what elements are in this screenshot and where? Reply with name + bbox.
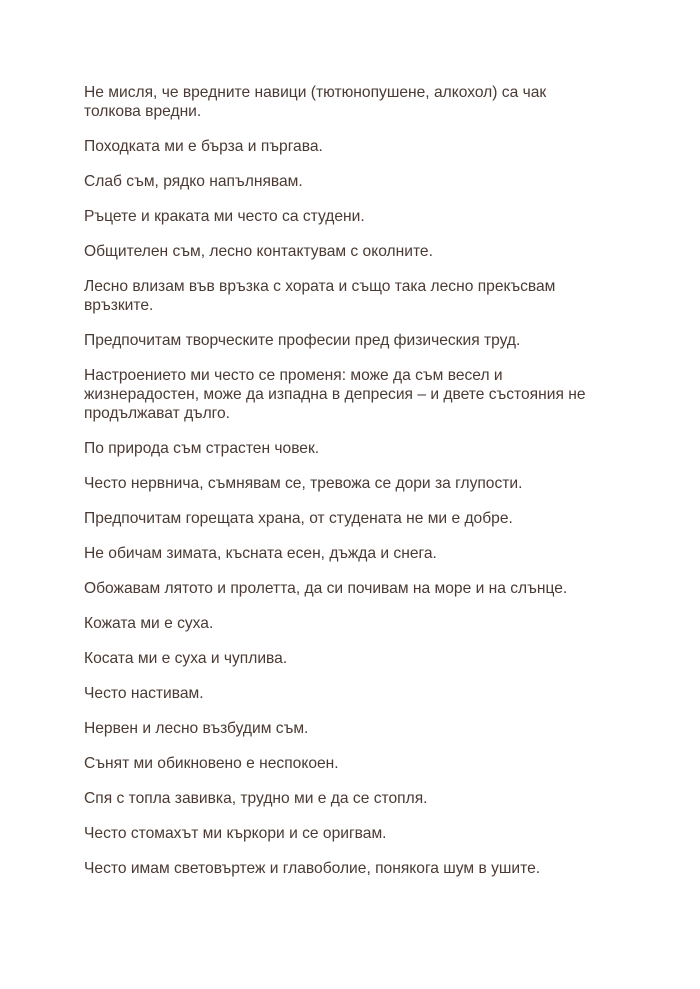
statement-item: Често настивам. xyxy=(84,685,204,702)
statement-item: Косата ми е суха и чуплива. xyxy=(84,650,288,667)
statement-item: Често стомахът ми къркори и се оригвам. xyxy=(84,825,387,842)
statement-item: Предпочитам творческите професии пред физическия труд. xyxy=(84,332,521,349)
statement-item: Кожата ми е суха. xyxy=(84,615,214,632)
statement-item: Предпочитам горещата храна, от студената не ми е добре. xyxy=(84,510,513,527)
statement-item: Лесно влизам във връзка с хората и също така лесно прекъсвам връзките. xyxy=(84,278,556,314)
statement-item: Походката ми е бърза и пъргава. xyxy=(84,138,323,155)
statement-item: Обожавам лятото и пролетта, да си почивам на море и на слънце. xyxy=(84,580,568,597)
statement-item: Спя с топла завивка, трудно ми е да се стопля. xyxy=(84,790,428,807)
statement-item: Често имам световъртеж и главоболие, понякога шум в ушите. xyxy=(84,860,541,877)
statement-item: Нервен и лесно възбудим съм. xyxy=(84,720,309,737)
statement-item: Ръцете и краката ми често са студени. xyxy=(84,208,365,225)
statement-item: Сънят ми обикновено е неспокоен. xyxy=(84,755,339,772)
statement-item: Настроението ми често се променя: може да съм весел и жизнерадостен, може да изпадна в депресия – и двете състояния не продължават дълго. xyxy=(84,367,586,422)
statement-item: По природа съм страстен човек. xyxy=(84,440,320,457)
statement-item: Слаб съм, рядко напълнявам. xyxy=(84,173,303,190)
statement-item: Често нервнича, съмнявам се, тревожа се дори за глупости. xyxy=(84,475,523,492)
statement-item: Не обичам зимата, късната есен, дъжда и снега. xyxy=(84,545,437,562)
statement-list xyxy=(84,83,604,894)
statement-item: Не мисля, че вредните навици (тютюнопушене, алкохол) са чак толкова вредни. xyxy=(84,84,547,120)
statement-item: Общителен съм, лесно контактувам с околните. xyxy=(84,243,433,260)
